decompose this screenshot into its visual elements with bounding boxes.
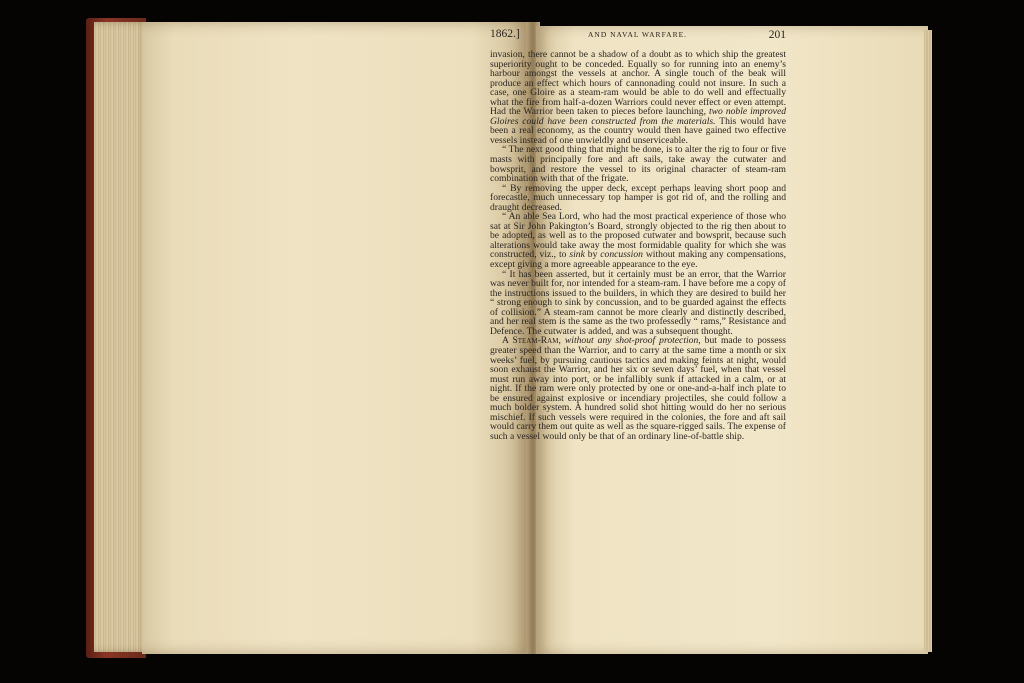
text-run: without making any compensations, except giving a more agreeable appearance to the eye.: [490, 249, 786, 271]
text-run: sink: [569, 249, 585, 261]
paragraph: [490, 336, 786, 441]
header-title: AND NAVAL WARFARE.: [588, 30, 688, 39]
text-run: “ The next good thing that might be done, is to alter the rig to four or five masts with principally fore and aft sails, take away the cutwater and bowsprit, and restore the vessel to its original character of steam-ram combination with that of the frigate.: [490, 144, 786, 185]
text-run: “ It has been asserted, but it certainly must be an error, that the Warrior was never built for, nor intended for a steam-ram. I have before me a copy of the instructions issued to the builders, in which they are desired to build her “ strong enough to sink by concussion, and to be guarded against the effects of collision.” A steam-ram cannot be more clearly and distinctly described, and her real stem is the same as the two professedly “ rams,” Resistance and Defence. The cutwater is added, and was a subsequent thought.: [490, 268, 786, 337]
header-year: 1862.]: [490, 28, 520, 40]
paragraph: [490, 184, 786, 213]
text-run: without any shot-proof protection,: [564, 335, 701, 347]
running-header: [490, 28, 786, 46]
page-text-block: [490, 28, 786, 441]
text-run: This would have been a real economy, as the country would then have gained two effective vessels instead of one unwieldly and unserviceable.: [490, 115, 786, 146]
text-run: A Steam-Ram,: [502, 335, 561, 347]
body-text: [490, 50, 786, 441]
page-edges-right: [924, 30, 932, 652]
paragraph: [490, 212, 786, 269]
text-run: “ By removing the upper deck, except perhaps leaving short poop and forecastle, much unnecessary top hamper is got rid of, and the rolling and draught decreased.: [490, 182, 786, 213]
text-run: “ An able Sea Lord, who had the most practical experience of those who sat at Sir John Pakington’s Board, strongly objected to the rig then about to be adopted, as well as to the proposed cutwater and bowsprit, because such alterations would take away the most formidable quality for which she was constructed, viz., to: [490, 211, 786, 261]
paragraph: [490, 270, 786, 337]
text-run: but made to possess greater speed than the Warrior, and to carry at the same time a month or six weeks’ fuel, by pursuing cautious tactics and making feints at night, would soon exhaust the Warrior, and her six or seven days’ fuel, when that vessel must run away into port, or be infallibly sunk if attacked in a calm, or at night. If the ram were only protected by one or one-and-a-half inch plate to be ensured against explosive or incendiary projectiles, she could follow a much bolder system. A hundred solid shot hitting would do her no serious mischief. If such vessels were required in the colonies, the fore and aft sail would carry them out quite as well as the square-rigged sails. The expense of such a vessel would only be that of an ordinary line-of-battle ship.: [490, 335, 786, 442]
paragraph: [490, 145, 786, 183]
text-run: by: [584, 249, 601, 261]
paragraph: [490, 50, 786, 145]
text-run: two noble improved Gloires could have been constructed from the materials.: [490, 106, 786, 127]
text-run: concussion: [600, 249, 643, 261]
page-number: 201: [768, 29, 786, 41]
left-page-blank: [142, 22, 530, 654]
text-run: invasion, there cannot be a shadow of a doubt as to which ship the greatest superiority ought to be conceded. Equally so for running into an enemy’s harbour amongst the vessels at anchor. A single touch of the beak will produce an effect which hours of cannonading could not insure. In such a case, one Gloire as a steam-ram would be able to do well and effectually what the fire from half-a-dozen Warriors could never effect or even attempt. Had the Warrior been taken to pieces before launching,: [490, 49, 786, 118]
